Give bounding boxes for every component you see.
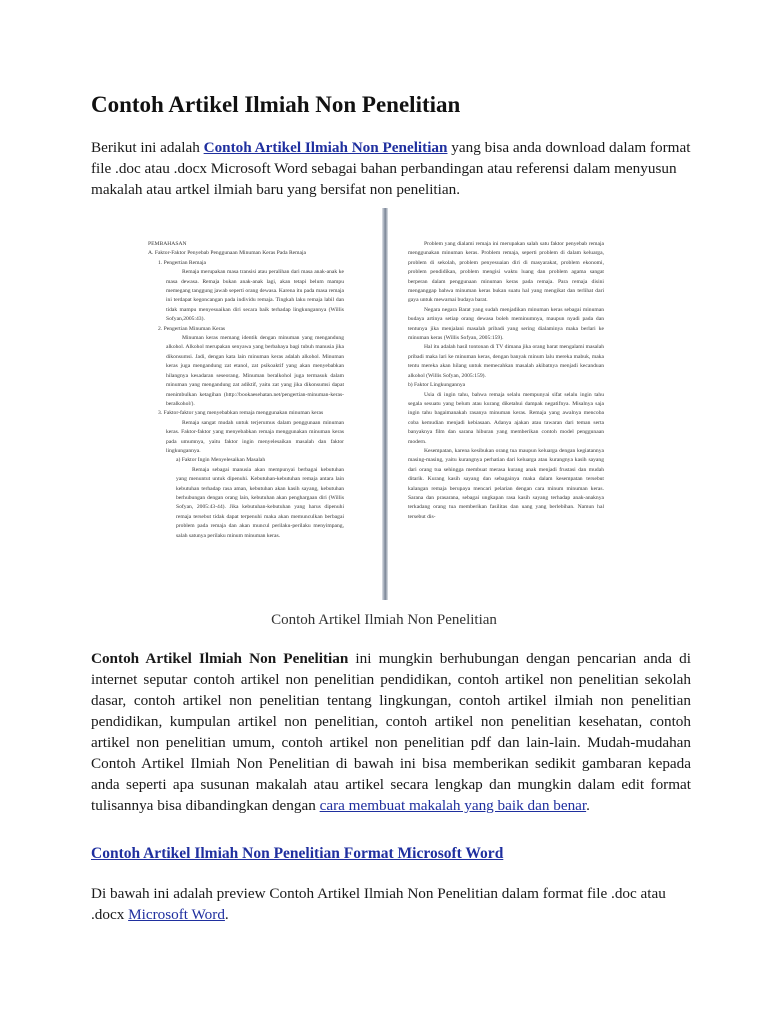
- preview-text-line: PEMBAHASAN: [148, 241, 187, 247]
- preview-page-divider: [382, 208, 388, 600]
- preview-text-line: Remaja sebagai manusia akan mempunyai berbagai kebutuhan yang menuntut untuk dipenuhi. Kebutuhan-kebutuhan remaja antara lain kebutuhan terhadap rasa aman, kebutuhan akan kasih sayang, kebutuhan berhubungan dengan orang lain, kebutuhan akan penghargaan diri (Willis Sofyan, 2005:43-44). Jika kebutuhan-kebutuhan yang harus dipenuhi remaja tersebut tidak dapat terpenuhi maka akan memunculkan berbagai problem pada remaja dan akan muncul perilaku-perilaku menyimpang, salah satunya perilaku minum minuman keras.: [176, 466, 344, 539]
- section-heading: [91, 845, 503, 863]
- preview-text-line: Usia di ingin tahu, bahwa remaja selalu mempunyai sifat selalu ingin tahu segala sesuatu yang belum atau kurang diketahui dampak negatifnya. Misalnya saja ingin tahu bagaimanakah rasanya minuman keras. Remaja yang awalnya mencoba coba kemudian menjadi kebiasaan. Adanya ajakan atau tawaran dari teman serta banyaknya film dan sarana hiburan yang memberikan contoh model penggunaan modern.: [408, 391, 604, 445]
- body-paragraph: [91, 648, 691, 816]
- preview-text-line: Remaja sangat mudah untuk terjerumus dalam penggunaan minuman keras. Faktor-faktor yang menyebabkan remaja menggunakan minuman keras pada umumnya, yaitu faktor ingin menyelesaikan masalah dan faktor lingkungannya.: [166, 419, 344, 454]
- preview-description-text: Di bawah ini adalah preview Contoh Artikel Ilmiah Non Penelitian dalam format file .doc atau .docx: [91, 885, 666, 923]
- preview-right-column: [408, 240, 604, 592]
- preview-text-line: a) Faktor Ingin Menyelesaikan Masalah: [176, 457, 266, 464]
- preview-text-line: Hal itu adalah hasil tontonan di TV dimana jika orang barat mengalami masalah pribadi maka lari ke minuman keras, dengan banyak minum lalu mereka mabuk, maka tentu mereka akan hilang untuk memecahkan masalah akibatnya menjadi kecanduan alkohol (Willis Sofyan, 2005:159).: [408, 344, 604, 379]
- preview-text-line: Remaja merupakan masa transisi atau peralihan dari masa anak-anak ke masa dewasa. Remaja bukan anak-anak lagi, akan tetapi belum mampu memegang tanggung jawab seperti orang dewasa. Karena itu pada masa remaja ini terdapat kegoncangan pada individu remaja. Tingkah laku remaja labil dan tidak mampu menyesuaikan diri secara baik terhadap lingkungannya (Willis Sofyan,2005:43).: [166, 269, 344, 323]
- body-text-end: .: [586, 797, 590, 814]
- body-bold-keyword: Contoh Artikel Ilmiah Non Penelitian: [91, 650, 349, 667]
- preview-text-line: 1. Pengertian Remaja: [158, 259, 206, 266]
- preview-text-line: Problem yang dialami remaja ini merupakan salah satu faktor penyebab remaja menggunakan minuman keras. Problem remaja, seperti problem di dalam keluarga, problem di sekolah, problem penyesuaian diri di masyarakat, problem ekonomi, problem pendidikan, problem mengisi waktu luang dan problem agama sangat berperan dalam penggunaan minuman keras pada remaja. Para remaja disini menganggap bahwa minuman keras bukan suatu hal yang mengikat dan terlihat dari gaya untuk mewarnai budaya barat.: [408, 241, 604, 304]
- preview-text-line: Kesempatan, karena kesibukan orang tua maupun keluarga dengan kegiatannya masing-masing, yaitu kurangnya perhatian dari keluarga atau kurangnya kasih sayang dari orang tua sehingga membuat merasa kurang anak menjadi frustasi dan mudah ditarik. Kurang kasih sayang dan sebagainya maka dalam kesempatan tersebut kalangan remaja berupaya mencari pelarian dengan cara minum minuman keras. Sarana dan prasarana, sebagai ungkapan rasa kasih sayang terhadap anak-anaknya terkadang orang tua memberikan fasilitas dan uang yang berlebihan. Namun hal tersebut dis-: [408, 447, 604, 520]
- makalah-guide-link[interactable]: cara membuat makalah yang baik dan benar: [319, 797, 587, 814]
- preview-text-line: b) Faktor Lingkungannya: [408, 382, 466, 389]
- preview-description-paragraph: [91, 883, 691, 925]
- body-text: ini mungkin berhubungan dengan pencarian anda di internet seputar contoh artikel non penelitian pendidikan, contoh artikel non penelitian sekolah dasar, contoh artikel non penelitian tentang lingkungan, contoh artikel ilmiah non penelitian pendidikan, kumpulan artikel non penelitian, contoh artikel non penelitian kesehatan, contoh artikel non penelitian umum, contoh artikel non penelitian pdf dan lain-lain. Mudah-mudahan Contoh Artikel Ilmiah Non Penelitian di bawah ini bisa memberikan sedikit gambaran kepada anda seperti apa susunan makalah atau artikel secara lengkap dan mungkin dalam edit format tulisannya bisa dibandingkan dengan: [91, 650, 691, 814]
- preview-text-line: A. Faktor-Faktor Penyebab Penggunaan Minuman Keras Pada Remaja: [148, 250, 307, 257]
- intro-text-before: Berikut ini adalah: [91, 139, 204, 156]
- preview-text-line: 3. Faktor-faktor yang menyebabkan remaja menggunakan minuman keras: [158, 410, 324, 417]
- preview-text-line: Negara negara Barat yang sudah menjadikan minuman keras sebagai minuman budaya artinya setiap orang dewasa boleh meminumnya, maupun nyadi pada dan tentunya jika menjalani masalah pribadi yang sering dialaminya maka berlari ke minuman keras (Willis Sofyan, 2005:159).: [408, 306, 604, 342]
- preview-text-line: Minuman keras memang identik dengan minuman yang mengandung alkohol. Alkohol merupakan senyawa yang berbahaya bagi tubuh manusia jika dikonsumsi. Jadi, dengan kata lain minuman keras adalah alkohol. Minuman keras juga mengandung zat etanol, zat psikoaktif yang akan menyebabkan hilangnya kesadaran seseorang. Minuman beralkohol juga termasuk dalam minuman yang mengandung zat adiktif, yaitu zat yang jika dikonsumsi dapat menimbulkan ketagihan (http://bookaesehatan.net/pengertian-minuman-keras-beralkohol/).: [166, 335, 344, 407]
- section-heading-link[interactable]: Contoh Artikel Ilmiah Non Penelitian Format Microsoft Word: [91, 845, 504, 862]
- preview-left-column: [148, 240, 344, 592]
- preview-text-line: 2. Pengertian Minuman Keras: [158, 325, 226, 332]
- intro-article-link[interactable]: Contoh Artikel Ilmiah Non Penelitian: [203, 139, 448, 156]
- intro-text-after: yang bisa anda download dalam format file .doc atau .docx Microsoft Word sebagai bahan perbandingan atau referensi dalam menyusun makalah atau artkel ilmiah baru yang bersifat non penelitian.: [91, 139, 691, 198]
- intro-paragraph: [91, 137, 691, 200]
- preview-description-end: .: [224, 906, 229, 923]
- preview-caption: Contoh Artikel Ilmiah Non Penelitian: [271, 612, 497, 628]
- microsoft-word-link[interactable]: Microsoft Word: [128, 906, 225, 923]
- document-preview-image: [118, 208, 651, 600]
- page-title: Contoh Artikel Ilmiah Non Penelitian: [91, 92, 461, 117]
